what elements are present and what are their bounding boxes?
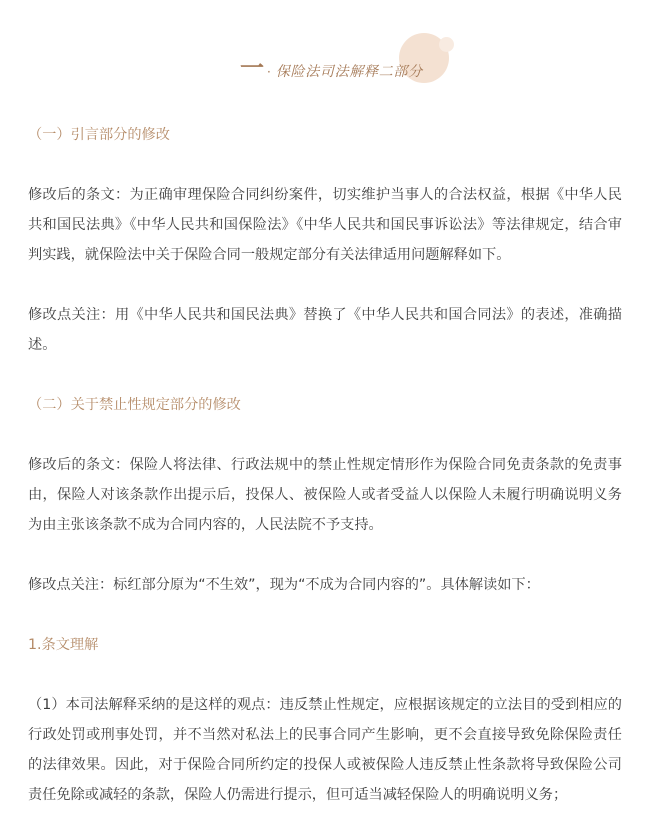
paragraph-revised-article-prohibitive: 修改后的条文：保险人将法律、行政法规中的禁止性规定情形作为保险合同免责条款的免责事由，保险人对该条款作出提示后，投保人、被保险人或者受益人以保险人未履行明确说明义务为由主张该条款不成为合同内容的，人民法院不予支持。 [28, 457, 622, 533]
subheading-prohibitive-provisions: （二）关于禁止性规定部分的修改 [28, 397, 241, 413]
subheading-article-understanding: 1.条文理解 [28, 637, 99, 653]
paragraph-revised-article-intro: 修改后的条文：为正确审理保险合同纠纷案件，切实维护当事人的合法权益，根据《中华人民共和国民法典》《中华人民共和国保险法》《中华人民共和国民事诉讼法》等法律规定，结合审判实践，就保险法中关于保险合同一般规定部分有关法律适用问题解释如下。 [28, 187, 622, 263]
paragraph-revision-note-prohibitive: 修改点关注：标红部分原为“不生效”，现为“不成为合同内容的”。具体解读如下： [28, 577, 540, 593]
decorative-circle-small [439, 37, 454, 52]
title-separator-dot: · [267, 65, 271, 79]
paragraph-understanding-point-1: （1）本司法解释采纳的是这样的观点：违反禁止性规定，应根据该规定的立法目的受到相应的行政处罚或刑事处罚，并不当然对私法上的民事合同产生影响，更不会直接导致免除保险责任的法律效果。因此，对于保险合同所约定的投保人或被保险人违反禁止性条款将导致保险公司责任免除或减轻的条款，保险人仍需进行提示，但可适当减轻保险人的明确说明义务； [28, 697, 622, 803]
section-title [240, 54, 423, 86]
subheading-intro-changes: （一）引言部分的修改 [28, 127, 170, 143]
section-number: 一 [240, 54, 264, 82]
section-title-text: 保险法司法解释二部分 [275, 64, 423, 80]
article-body [28, 120, 622, 810]
paragraph-revision-note-intro: 修改点关注：用《中华人民共和国民法典》替换了《中华人民共和国合同法》的表述，准确描述。 [28, 307, 622, 353]
